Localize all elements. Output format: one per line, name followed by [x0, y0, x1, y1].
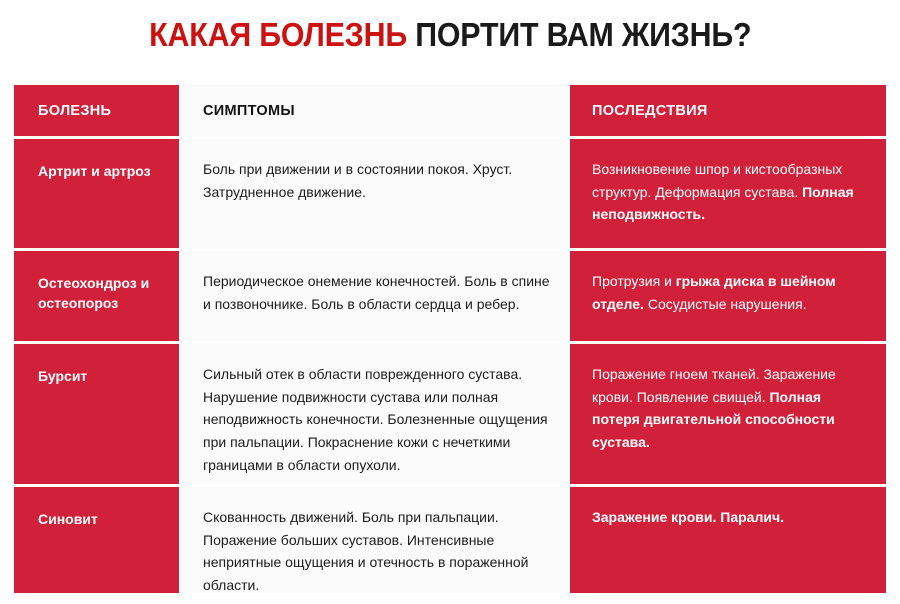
consequences-plain: Возникновение шпор и кистообразных структур. Деформация сустава.: [592, 161, 843, 200]
column-header-symptoms-label: СИМПТОМЫ: [203, 102, 295, 119]
cell-disease: [14, 139, 179, 248]
disease-name: Синовит: [38, 511, 98, 527]
table-row: [14, 139, 886, 248]
page-title-rest: ПОРТИТ ВАМ ЖИЗНЬ?: [406, 16, 752, 53]
consequences-text: [570, 344, 886, 454]
cell-disease: [14, 344, 179, 484]
consequences-plain: Поражение гноем тканей. Заражение крови. Появление свищей.: [592, 366, 836, 405]
disease-name: Артрит и артроз: [38, 163, 151, 179]
consequences-bold: Полная неподвижность.: [592, 183, 854, 223]
column-header-disease-label: БОЛЕЗНЬ: [38, 102, 112, 119]
table-header-row: [14, 85, 886, 136]
column-header-consequences: [570, 85, 886, 136]
disease-table: [14, 85, 886, 593]
consequences-text: [570, 251, 886, 315]
consequences-bold: Заражение крови. Паралич.: [592, 509, 784, 525]
consequences-plain: Протрузия и: [592, 273, 676, 289]
cell-disease: [14, 251, 179, 341]
disease-name: Бурсит: [38, 368, 88, 384]
table-row: [14, 344, 886, 484]
cell-symptoms: [181, 344, 568, 484]
disease-name: Остеохондроз и остеопороз: [38, 275, 150, 312]
cell-consequences: [570, 487, 886, 593]
table-row: [14, 251, 886, 341]
consequences-tail: Сосудистые нарушения.: [643, 295, 807, 312]
column-header-symptoms: [181, 85, 568, 136]
cell-symptoms: [181, 139, 568, 248]
cell-symptoms: [181, 487, 568, 593]
cell-symptoms: [181, 251, 568, 341]
symptoms-text: Периодическое онемение конечностей. Боль в спине и позвоночнике. Боль в области сердца и ребер.: [203, 273, 550, 312]
symptoms-text: Скованность движений. Боль при пальпации. Поражение больших суставов. Интенсивные неприятные ощущения и отечность в пораженной области.: [203, 509, 529, 593]
symptoms-text: Боль при движении и в состоянии покоя. Хруст. Затрудненное движение.: [203, 161, 513, 200]
cell-consequences: [570, 344, 886, 484]
cell-consequences: [570, 139, 886, 248]
column-header-disease: [14, 85, 179, 136]
consequences-text: [570, 139, 886, 226]
consequences-bold: Полная потеря двигательной способности сустава.: [592, 388, 835, 451]
column-header-consequences-label: ПОСЛЕДСТВИЯ: [592, 102, 708, 119]
cell-consequences: [570, 251, 886, 341]
consequences-text: [570, 487, 886, 529]
page-title: [0, 0, 900, 70]
cell-disease: [14, 487, 179, 593]
consequences-bold: грыжа диска в шейном отделе.: [592, 273, 836, 312]
page-title-highlight: КАКАЯ БОЛЕЗНЬ: [148, 16, 407, 53]
page-title-text: [149, 16, 751, 54]
table-row: [14, 487, 886, 593]
symptoms-text: Сильный отек в области поврежденного сустава. Нарушение подвижности сустава или полная неподвижность конечности. Болезненные ощущения при пальпации. Покраснение кожи с нечеткими границами в области опухоли.: [203, 366, 548, 473]
